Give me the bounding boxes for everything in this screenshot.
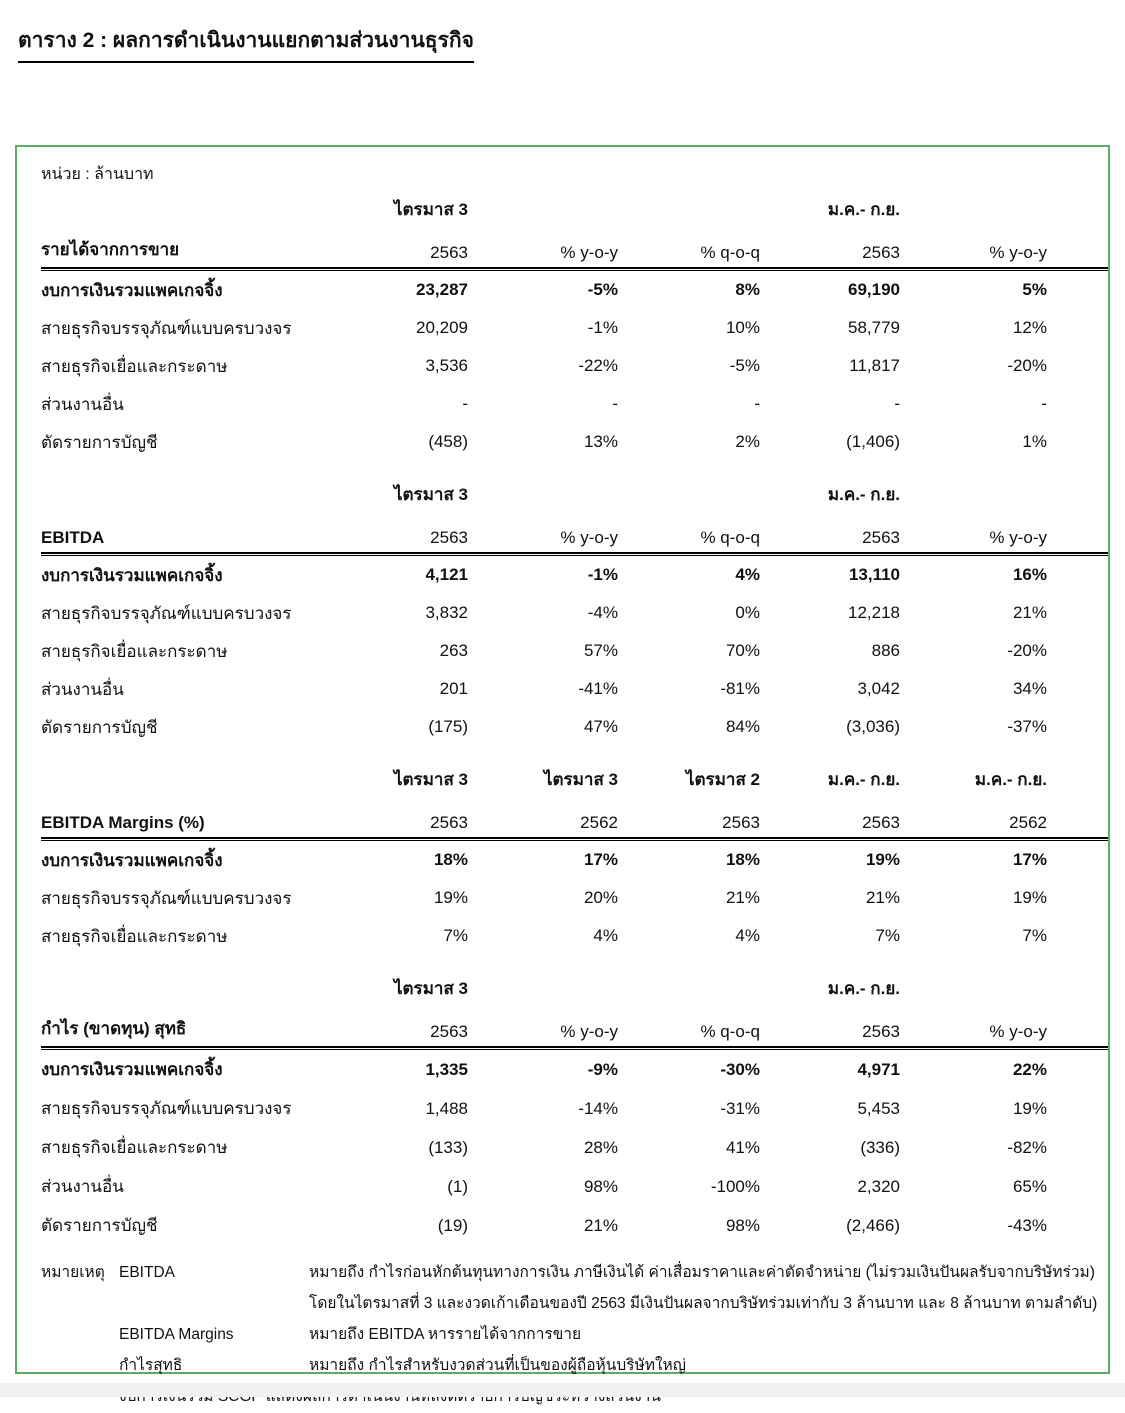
cell-value: 47% xyxy=(583,717,618,736)
cell-value: 1,335 xyxy=(425,1059,468,1079)
row-label: งบการเงินรวมแพคเกจจิ้ง xyxy=(41,850,223,870)
column-header-row xyxy=(41,512,1108,556)
section-ebitda xyxy=(41,470,1108,746)
cell-value: 8% xyxy=(735,280,760,299)
table-row xyxy=(41,556,1108,594)
row-label: ส่วนงานอื่น xyxy=(41,1177,124,1196)
cell-value: 18% xyxy=(433,850,468,869)
cell-value: (458) xyxy=(428,432,468,451)
row-label: สายธุรกิจบรรจุภัณฑ์แบบครบวงจร xyxy=(41,888,292,908)
column-header-cell: 2563 xyxy=(430,813,468,832)
column-header-cell: 2563 xyxy=(722,813,760,832)
cell-value: - xyxy=(1041,394,1047,413)
row-label: งบการเงินรวมแพคเกจจิ้ง xyxy=(41,565,223,585)
table-sections xyxy=(17,185,1108,1245)
column-header-cell: % q-o-q xyxy=(700,528,760,547)
period-header-cell: ไตรมาส 3 xyxy=(543,770,618,789)
period-header-cell: ไตรมาส 3 xyxy=(393,485,468,504)
column-header-cell: % y-o-y xyxy=(560,528,618,547)
cell-value: 21% xyxy=(865,888,900,907)
cell-value: 886 xyxy=(871,641,900,660)
footnote-note-label xyxy=(41,1319,119,1350)
cell-value: 19% xyxy=(1012,888,1047,907)
column-header-cell: 2563 xyxy=(862,813,900,832)
column-header-cell: % q-o-q xyxy=(700,1022,760,1041)
period-header-cell: ม.ค.- ก.ย. xyxy=(827,200,900,219)
cell-value: -20% xyxy=(1007,356,1047,375)
table-row xyxy=(41,423,1108,461)
cell-value: 28% xyxy=(583,1137,618,1157)
cell-value: -82% xyxy=(1007,1137,1047,1157)
cell-value: -9% xyxy=(587,1059,618,1079)
cell-value: -1% xyxy=(587,565,618,584)
cell-value: (1,406) xyxy=(846,432,900,451)
measure-label: รายได้จากการขาย xyxy=(41,240,180,259)
period-header-cell: ไตรมาส 3 xyxy=(393,200,468,219)
cell-value: 3,832 xyxy=(425,603,468,622)
column-header-cell: % q-o-q xyxy=(700,243,760,262)
cell-value: 34% xyxy=(1012,679,1047,698)
cell-value: 17% xyxy=(583,850,618,869)
cell-value: - xyxy=(894,394,900,413)
cell-value: 58,779 xyxy=(848,318,900,337)
footnote-note-label xyxy=(41,1350,119,1381)
cell-value: 4% xyxy=(735,926,760,945)
cell-value: 201 xyxy=(439,679,468,698)
cell-value: 2,320 xyxy=(857,1176,900,1196)
cell-value: 20% xyxy=(583,888,618,907)
cell-value: 0% xyxy=(735,603,760,622)
cell-value: 11,817 xyxy=(849,356,900,375)
table-row xyxy=(41,309,1108,347)
cell-value: (175) xyxy=(428,717,468,736)
cell-value: 13% xyxy=(583,432,618,451)
section-net-profit xyxy=(41,964,1108,1245)
cell-value: (1) xyxy=(447,1176,468,1196)
period-header-row xyxy=(41,185,1108,227)
cell-value: 263 xyxy=(439,641,468,660)
cell-value: (133) xyxy=(428,1137,468,1157)
column-header-cell: 2562 xyxy=(580,813,618,832)
table-row xyxy=(41,708,1108,746)
row-label: ตัดรายการบัญชี xyxy=(41,717,158,737)
table-row xyxy=(41,1167,1108,1206)
cell-value: 19% xyxy=(433,888,468,907)
cell-value: (3,036) xyxy=(846,717,900,736)
cell-value: 16% xyxy=(1012,565,1047,584)
cell-value: 4,121 xyxy=(425,565,468,584)
table-row xyxy=(41,347,1108,385)
column-header-cell: 2563 xyxy=(862,243,900,262)
column-header-cell: % y-o-y xyxy=(989,1022,1047,1041)
cell-value: -100% xyxy=(710,1176,760,1196)
cell-value: -4% xyxy=(587,603,618,622)
cell-value: 57% xyxy=(583,641,618,660)
row-label: สายธุรกิจเยื่อและกระดาษ xyxy=(41,356,228,376)
footnote-definition-line2: โดยในไตรมาสที่ 3 และงวดเก้าเดือนของปี 2563 มีเงินปันผลจากบริษัทร่วมเท่ากับ 3 ล้านบาท และ 8 ล้านบาท ตามลำดับ) xyxy=(309,1295,1098,1312)
period-header-row xyxy=(41,964,1108,1006)
cell-value: 21% xyxy=(1012,603,1047,622)
footnote-definition: หมายถึง กำไรก่อนหักต้นทุนทางการเงิน ภาษีเงินได้ ค่าเสื่อมราคาและค่าตัดจำหน่าย (ไม่รวมเงินปันผลรับจากบริษัทร่วม) xyxy=(309,1264,1095,1281)
footnote-note-label: หมายเหตุ xyxy=(41,1264,105,1281)
cell-value: (336) xyxy=(860,1137,900,1157)
cell-value: - xyxy=(462,394,468,413)
cell-value: - xyxy=(612,394,618,413)
section-ebitda-margins xyxy=(41,755,1108,955)
row-label: งบการเงินรวมแพคเกจจิ้ง xyxy=(41,280,223,300)
measure-label: EBITDA xyxy=(41,528,105,547)
cell-value: 12% xyxy=(1012,318,1047,337)
cell-value: 4% xyxy=(593,926,618,945)
cell-value: 17% xyxy=(1012,850,1047,869)
measure-label: กำไร (ขาดทุน) สุทธิ xyxy=(41,1019,187,1038)
table-row xyxy=(41,841,1108,879)
table-row xyxy=(41,879,1108,917)
cell-value: 19% xyxy=(1012,1098,1047,1118)
period-header-cell: ม.ค.- ก.ย. xyxy=(827,770,900,789)
period-header-cell: ไตรมาส 3 xyxy=(393,770,468,789)
cell-value: 98% xyxy=(583,1176,618,1196)
column-header-cell: % y-o-y xyxy=(989,243,1047,262)
cell-value: -30% xyxy=(720,1059,760,1079)
period-header-cell: ม.ค.- ก.ย. xyxy=(974,770,1047,789)
column-header-row xyxy=(41,1006,1108,1050)
cell-value: (19) xyxy=(437,1215,468,1235)
cell-value: 7% xyxy=(875,926,900,945)
row-label: สายธุรกิจบรรจุภัณฑ์แบบครบวงจร xyxy=(41,1099,292,1118)
column-header-row xyxy=(41,227,1108,271)
column-header-row xyxy=(41,797,1108,841)
cell-value: -41% xyxy=(578,679,618,698)
column-header-cell: 2563 xyxy=(862,528,900,547)
footnote-definition: หมายถึง กำไรสำหรับงวดส่วนที่เป็นของผู้ถือหุ้นบริษัทใหญ่ xyxy=(309,1357,686,1374)
cell-value: 3,536 xyxy=(425,356,468,375)
cell-value: -1% xyxy=(587,318,618,337)
cell-value: 3,042 xyxy=(857,679,900,698)
cell-value: 5% xyxy=(1022,280,1047,299)
cell-value: -20% xyxy=(1007,641,1047,660)
row-label: ส่วนงานอื่น xyxy=(41,679,124,699)
table-row xyxy=(41,385,1108,423)
cell-value: 1,488 xyxy=(425,1098,468,1118)
cell-value: 4% xyxy=(735,565,760,584)
table-row xyxy=(41,1050,1108,1089)
cell-value: 13,110 xyxy=(848,565,900,584)
cell-value: 65% xyxy=(1012,1176,1047,1196)
row-label: งบการเงินรวมแพคเกจจิ้ง xyxy=(41,1060,223,1079)
cell-value: 21% xyxy=(725,888,760,907)
measure-label: EBITDA Margins (%) xyxy=(41,813,205,832)
table-row xyxy=(41,1128,1108,1167)
cell-value: -31% xyxy=(720,1098,760,1118)
column-header-cell: % y-o-y xyxy=(989,528,1047,547)
period-header-cell: ม.ค.- ก.ย. xyxy=(827,979,900,998)
cell-value: 23,287 xyxy=(416,280,468,299)
cell-value: -5% xyxy=(729,356,760,375)
cell-value: 2% xyxy=(735,432,760,451)
table-row xyxy=(41,594,1108,632)
cell-value: -43% xyxy=(1007,1215,1047,1235)
page-title: ตาราง 2 : ผลการดำเนินงานแยกตามส่วนงานธุรกิจ xyxy=(18,24,474,63)
column-header-cell: 2563 xyxy=(430,528,468,547)
period-header-cell: ม.ค.- ก.ย. xyxy=(827,485,900,504)
period-header-row xyxy=(41,755,1108,797)
cell-value: 12,218 xyxy=(848,603,900,622)
cell-value: -5% xyxy=(587,280,618,299)
cell-value: 10% xyxy=(725,318,760,337)
cell-value: 4,971 xyxy=(857,1059,900,1079)
cell-value: -22% xyxy=(578,356,618,375)
footnote-definition: หมายถึง EBITDA หารรายได้จากการขาย xyxy=(309,1326,582,1343)
table-row xyxy=(41,1206,1108,1245)
row-label: สายธุรกิจบรรจุภัณฑ์แบบครบวงจร xyxy=(41,603,292,623)
cell-value: 41% xyxy=(725,1137,760,1157)
unit-label: หน่วย : ล้านบาท xyxy=(41,166,154,183)
row-label: สายธุรกิจบรรจุภัณฑ์แบบครบวงจร xyxy=(41,318,292,338)
table-row xyxy=(41,632,1108,670)
cell-value: -81% xyxy=(720,679,760,698)
cell-value: 5,453 xyxy=(857,1098,900,1118)
cell-value: 98% xyxy=(725,1215,760,1235)
cell-value: 7% xyxy=(443,926,468,945)
cell-value: 18% xyxy=(725,850,760,869)
cell-value: - xyxy=(754,394,760,413)
footnote-spacer xyxy=(119,1288,309,1319)
cell-value: 1% xyxy=(1022,432,1047,451)
row-label: สายธุรกิจเยื่อและกระดาษ xyxy=(41,926,228,946)
cell-value: 21% xyxy=(583,1215,618,1235)
footnote-term: EBITDA xyxy=(119,1264,175,1281)
cell-value: 69,190 xyxy=(848,280,900,299)
cell-value: 70% xyxy=(725,641,760,660)
period-header-row xyxy=(41,470,1108,512)
column-header-cell: % y-o-y xyxy=(560,1022,618,1041)
table-box xyxy=(15,145,1110,1374)
cell-value: 22% xyxy=(1012,1059,1047,1079)
footnote-term: EBITDA Margins xyxy=(119,1326,234,1343)
row-label: ส่วนงานอื่น xyxy=(41,394,124,414)
cell-value: -37% xyxy=(1007,717,1047,736)
table-row xyxy=(41,1089,1108,1128)
column-header-cell: 2563 xyxy=(430,243,468,262)
cell-value: -14% xyxy=(578,1098,618,1118)
row-label: ตัดรายการบัญชี xyxy=(41,432,158,452)
column-header-cell: 2563 xyxy=(430,1022,468,1041)
row-label: สายธุรกิจเยื่อและกระดาษ xyxy=(41,641,228,661)
row-label: สายธุรกิจเยื่อและกระดาษ xyxy=(41,1138,228,1157)
period-header-cell: ไตรมาส 2 xyxy=(685,770,760,789)
footnote-spacer xyxy=(41,1288,119,1319)
period-header-cell: ไตรมาส 3 xyxy=(393,979,468,998)
bottom-strip xyxy=(0,1383,1125,1397)
row-label: ตัดรายการบัญชี xyxy=(41,1216,158,1235)
cell-value: (2,466) xyxy=(846,1215,900,1235)
cell-value: 20,209 xyxy=(416,318,468,337)
table-row xyxy=(41,271,1108,309)
table-row xyxy=(41,670,1108,708)
footnote-term: กำไรสุทธิ xyxy=(119,1357,183,1374)
table-row xyxy=(41,917,1108,955)
column-header-cell: 2563 xyxy=(862,1022,900,1041)
cell-value: 19% xyxy=(865,850,900,869)
section-revenue xyxy=(41,185,1108,461)
cell-value: 7% xyxy=(1022,926,1047,945)
column-header-cell: % y-o-y xyxy=(560,243,618,262)
column-header-cell: 2562 xyxy=(1009,813,1047,832)
cell-value: 84% xyxy=(725,717,760,736)
